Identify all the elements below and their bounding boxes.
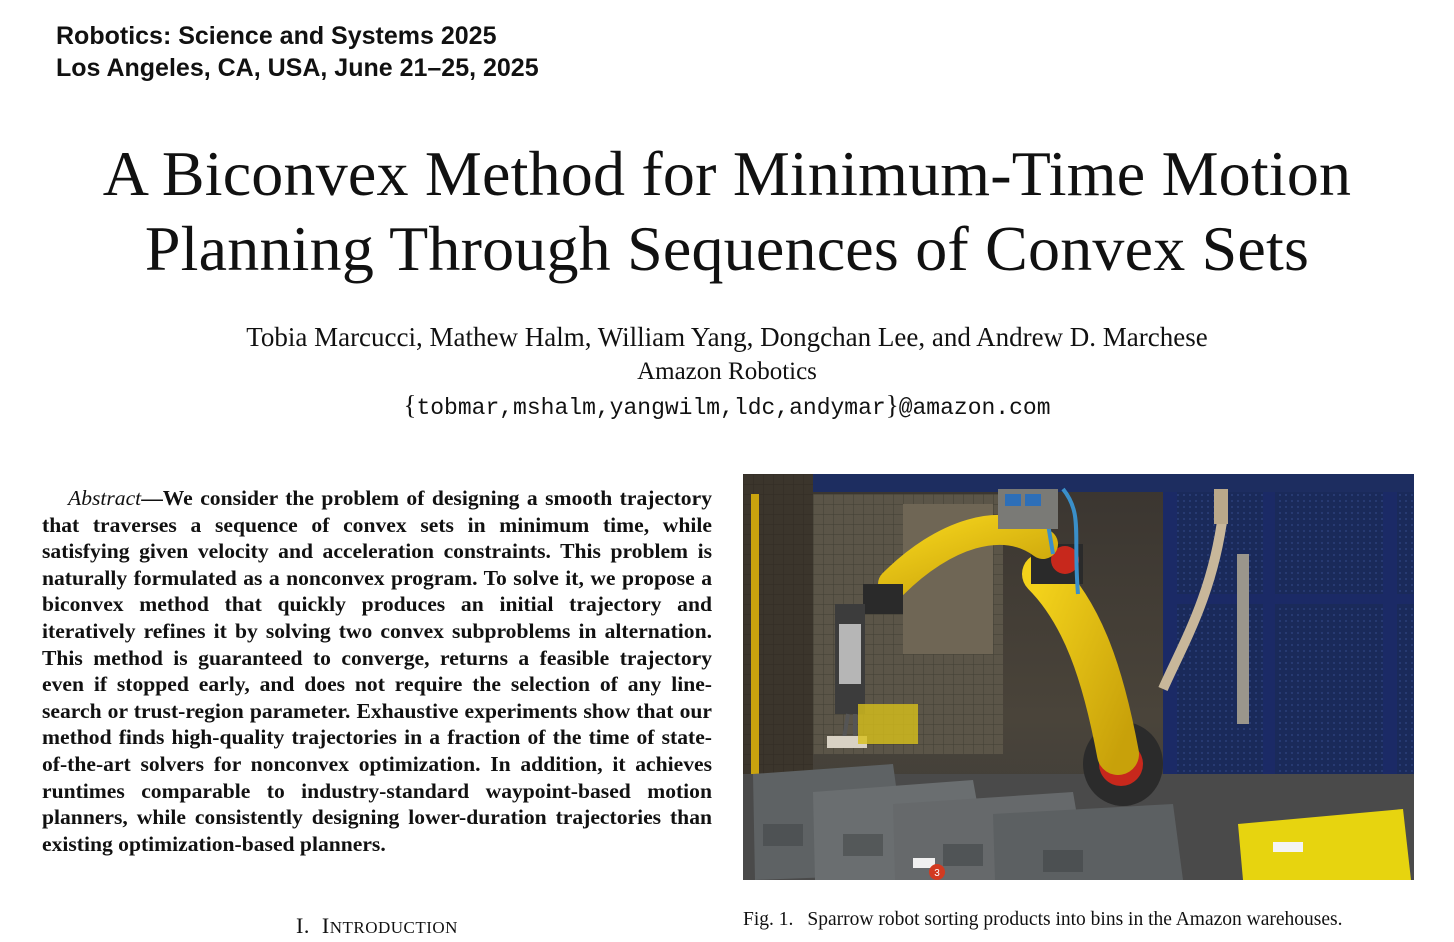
abstract-body: —We consider the problem of designing a smooth trajectory that traverses a sequence of convex sets in minimum time, while satisfying given velocity and acceleration constraints. This problem is naturally formulated as a nonconvex program. To solve it, we propose a biconvex method that quickly produces an initial trajectory and iteratively refines it by solving two convex subproblems in alternation. This method is guaranteed to converge, returns a feasible trajectory even if stopped early, and does not require the selection of any line-search or trust-region parameter. Exhaustive experiments show that our method finds high-quality trajectories in a fraction of the time of state-of-the-art solvers for nonconvex optimization. In addition, it achieves runtimes comparable to industry-standard waypoint-based motion planners, while consistently designing lower-duration trajectories than existing optimization-based planners.: [42, 486, 712, 856]
section-number: I.: [296, 913, 310, 938]
section-title-rest: NTRODUCTION: [329, 918, 458, 937]
bin-number-text: 3: [934, 868, 940, 879]
vertical-pipe: [1237, 554, 1249, 724]
background-yellow-bin: [858, 704, 918, 744]
overhead-beam: [743, 474, 1414, 492]
figure-label: Fig. 1.: [743, 909, 794, 930]
yellow-post-left: [751, 494, 759, 784]
title-line-2: Planning Through Sequences of Convex Sets: [144, 213, 1310, 284]
email-domain: @amazon.com: [898, 395, 1051, 421]
wrist: [863, 584, 903, 614]
venue-line-2: Los Angeles, CA, USA, June 21–25, 2025: [56, 54, 539, 82]
fiducial-tags: [839, 624, 861, 684]
blue-post-2: [1263, 492, 1275, 822]
title-line-1: A Biconvex Method for Minimum-Time Motion: [102, 138, 1352, 209]
figure-caption: [743, 907, 1443, 933]
abstract-label: Abstract: [68, 486, 142, 510]
email-close-brace: }: [885, 390, 899, 420]
author-list: Tobia Marcucci, Mathew Halm, William Yang, Dongchan Lee, and Andrew D. Marchese: [246, 322, 1208, 352]
author-emails: [0, 389, 1454, 424]
figure-robot-photo: [743, 474, 1414, 880]
robot-photo-illustration: [743, 474, 1414, 880]
abstract: [42, 485, 712, 857]
paper-title: [0, 136, 1454, 286]
email-usernames: tobmar,mshalm,yangwilm,ldc,andymar: [416, 395, 886, 421]
blue-mesh-frame: [1173, 492, 1414, 812]
venue-header: [56, 20, 539, 84]
venue-line-1: Robotics: Science and Systems 2025: [56, 22, 497, 50]
section-title-initial: I: [321, 913, 330, 938]
blue-post-3: [1383, 492, 1397, 822]
figure-caption-text: Sparrow robot sorting products into bins in the Amazon warehouses.: [807, 909, 1343, 930]
affiliation: Amazon Robotics: [637, 358, 817, 385]
email-open-brace: {: [403, 390, 417, 420]
